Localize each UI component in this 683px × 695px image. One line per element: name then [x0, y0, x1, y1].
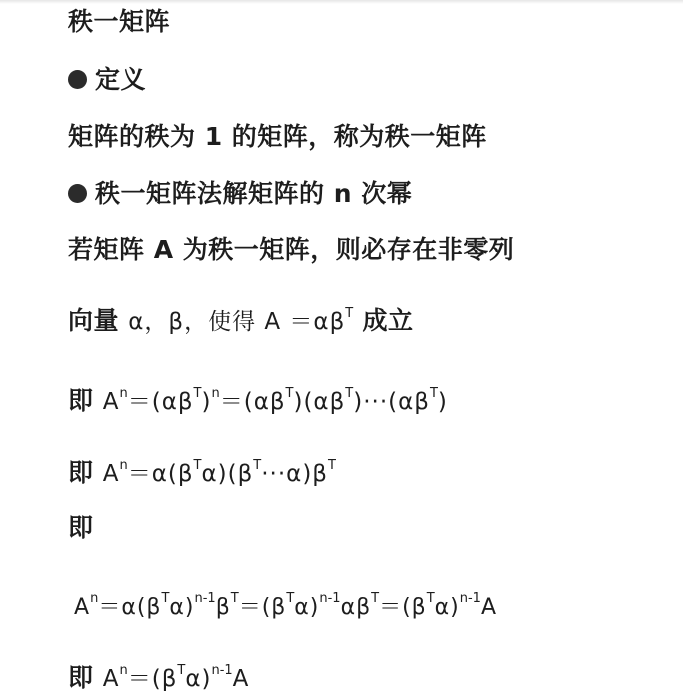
- math-part: ＝(β: [127, 666, 178, 692]
- page-title-text: 秩一矩阵: [68, 7, 171, 36]
- math-sup: n: [211, 386, 220, 401]
- math-part: A: [74, 595, 91, 620]
- math-sup: T: [429, 386, 438, 401]
- math-part: β: [215, 595, 231, 620]
- equation-2: [68, 450, 336, 490]
- statement-math: α，β，使得 A ＝αβ: [128, 309, 346, 335]
- math-part: ): [201, 389, 212, 415]
- statement-text: 若矩阵 A 为秩一矩阵，则必存在非零列: [68, 235, 515, 264]
- math-part: α): [434, 595, 460, 620]
- section-heading-definition: [68, 64, 146, 96]
- math-part: ): [437, 389, 448, 415]
- math-part: α): [185, 666, 212, 692]
- transpose-sup: T: [345, 306, 354, 321]
- math-sup: T: [177, 663, 186, 678]
- page-title: [68, 6, 170, 38]
- equation-1-math: [102, 386, 448, 415]
- equation-1: [68, 378, 448, 418]
- equation-prefix: 即: [68, 458, 94, 487]
- top-edge-shadow: [0, 0, 683, 4]
- math-part: )···(αβ: [353, 389, 430, 415]
- math-sup: n: [119, 663, 128, 678]
- math-sup: T: [327, 458, 336, 473]
- math-sup: n: [119, 386, 128, 401]
- equation-4: [74, 583, 497, 624]
- math-part: )(αβ: [293, 389, 346, 415]
- section-heading-power: [68, 178, 412, 210]
- math-part: αβ: [340, 595, 372, 620]
- math-sup: n-1: [194, 591, 216, 606]
- equation-2-math: [102, 458, 336, 487]
- math-sup: T: [371, 591, 380, 606]
- equation-5: [68, 655, 249, 695]
- math-sup: T: [285, 386, 294, 401]
- math-sup: n-1: [459, 591, 481, 606]
- math-part: α)(β: [201, 461, 254, 487]
- math-part: ＝α(β: [98, 595, 162, 620]
- math-sup: n: [90, 591, 99, 606]
- equation-4-math: [74, 591, 498, 620]
- equation-5-math: [102, 663, 250, 692]
- rank-one-statement-line2: [68, 298, 413, 338]
- math-sup: n-1: [211, 663, 233, 678]
- statement-prefix: 向量: [68, 306, 120, 335]
- statement-suffix: 成立: [362, 306, 414, 335]
- definition-text: [68, 121, 487, 153]
- section-heading-text: 秩一矩阵法解矩阵的 n 次幂: [95, 179, 413, 208]
- math-sup: T: [161, 591, 170, 606]
- math-sup: n: [119, 458, 128, 473]
- bullet-icon: [68, 184, 87, 203]
- math-sup: T: [286, 591, 295, 606]
- math-part: ＝(αβ: [127, 389, 194, 415]
- equation-prefix: 即: [68, 386, 94, 415]
- math-sup: T: [230, 591, 239, 606]
- math-part: ＝(β: [379, 595, 427, 620]
- section-heading-text: 定义: [95, 65, 147, 94]
- math-sup: T: [426, 591, 435, 606]
- math-sup: T: [193, 458, 202, 473]
- bullet-icon: [68, 70, 87, 89]
- math-sup: T: [345, 386, 354, 401]
- math-part: A: [102, 666, 120, 692]
- math-part: α): [169, 595, 195, 620]
- definition-text-content: 矩阵的秩为 1 的矩阵，称为秩一矩阵: [68, 122, 487, 151]
- math-part: ＝(αβ: [219, 389, 286, 415]
- math-part: A: [232, 666, 250, 692]
- math-sup: n-1: [319, 591, 341, 606]
- math-sup: T: [253, 458, 262, 473]
- math-part: A: [102, 389, 120, 415]
- equation-prefix: 即: [68, 513, 94, 542]
- equation-3-prefix-line: [68, 512, 94, 544]
- math-part: ···α)β: [261, 461, 328, 487]
- equation-prefix: 即: [68, 663, 94, 692]
- math-part: α): [294, 595, 320, 620]
- math-part: ＝(β: [238, 595, 287, 620]
- math-part: A: [480, 595, 498, 620]
- math-part: A: [102, 461, 120, 487]
- math-sup: T: [193, 386, 202, 401]
- math-part: ＝α(β: [127, 461, 194, 487]
- rank-one-statement-line1: [68, 234, 514, 266]
